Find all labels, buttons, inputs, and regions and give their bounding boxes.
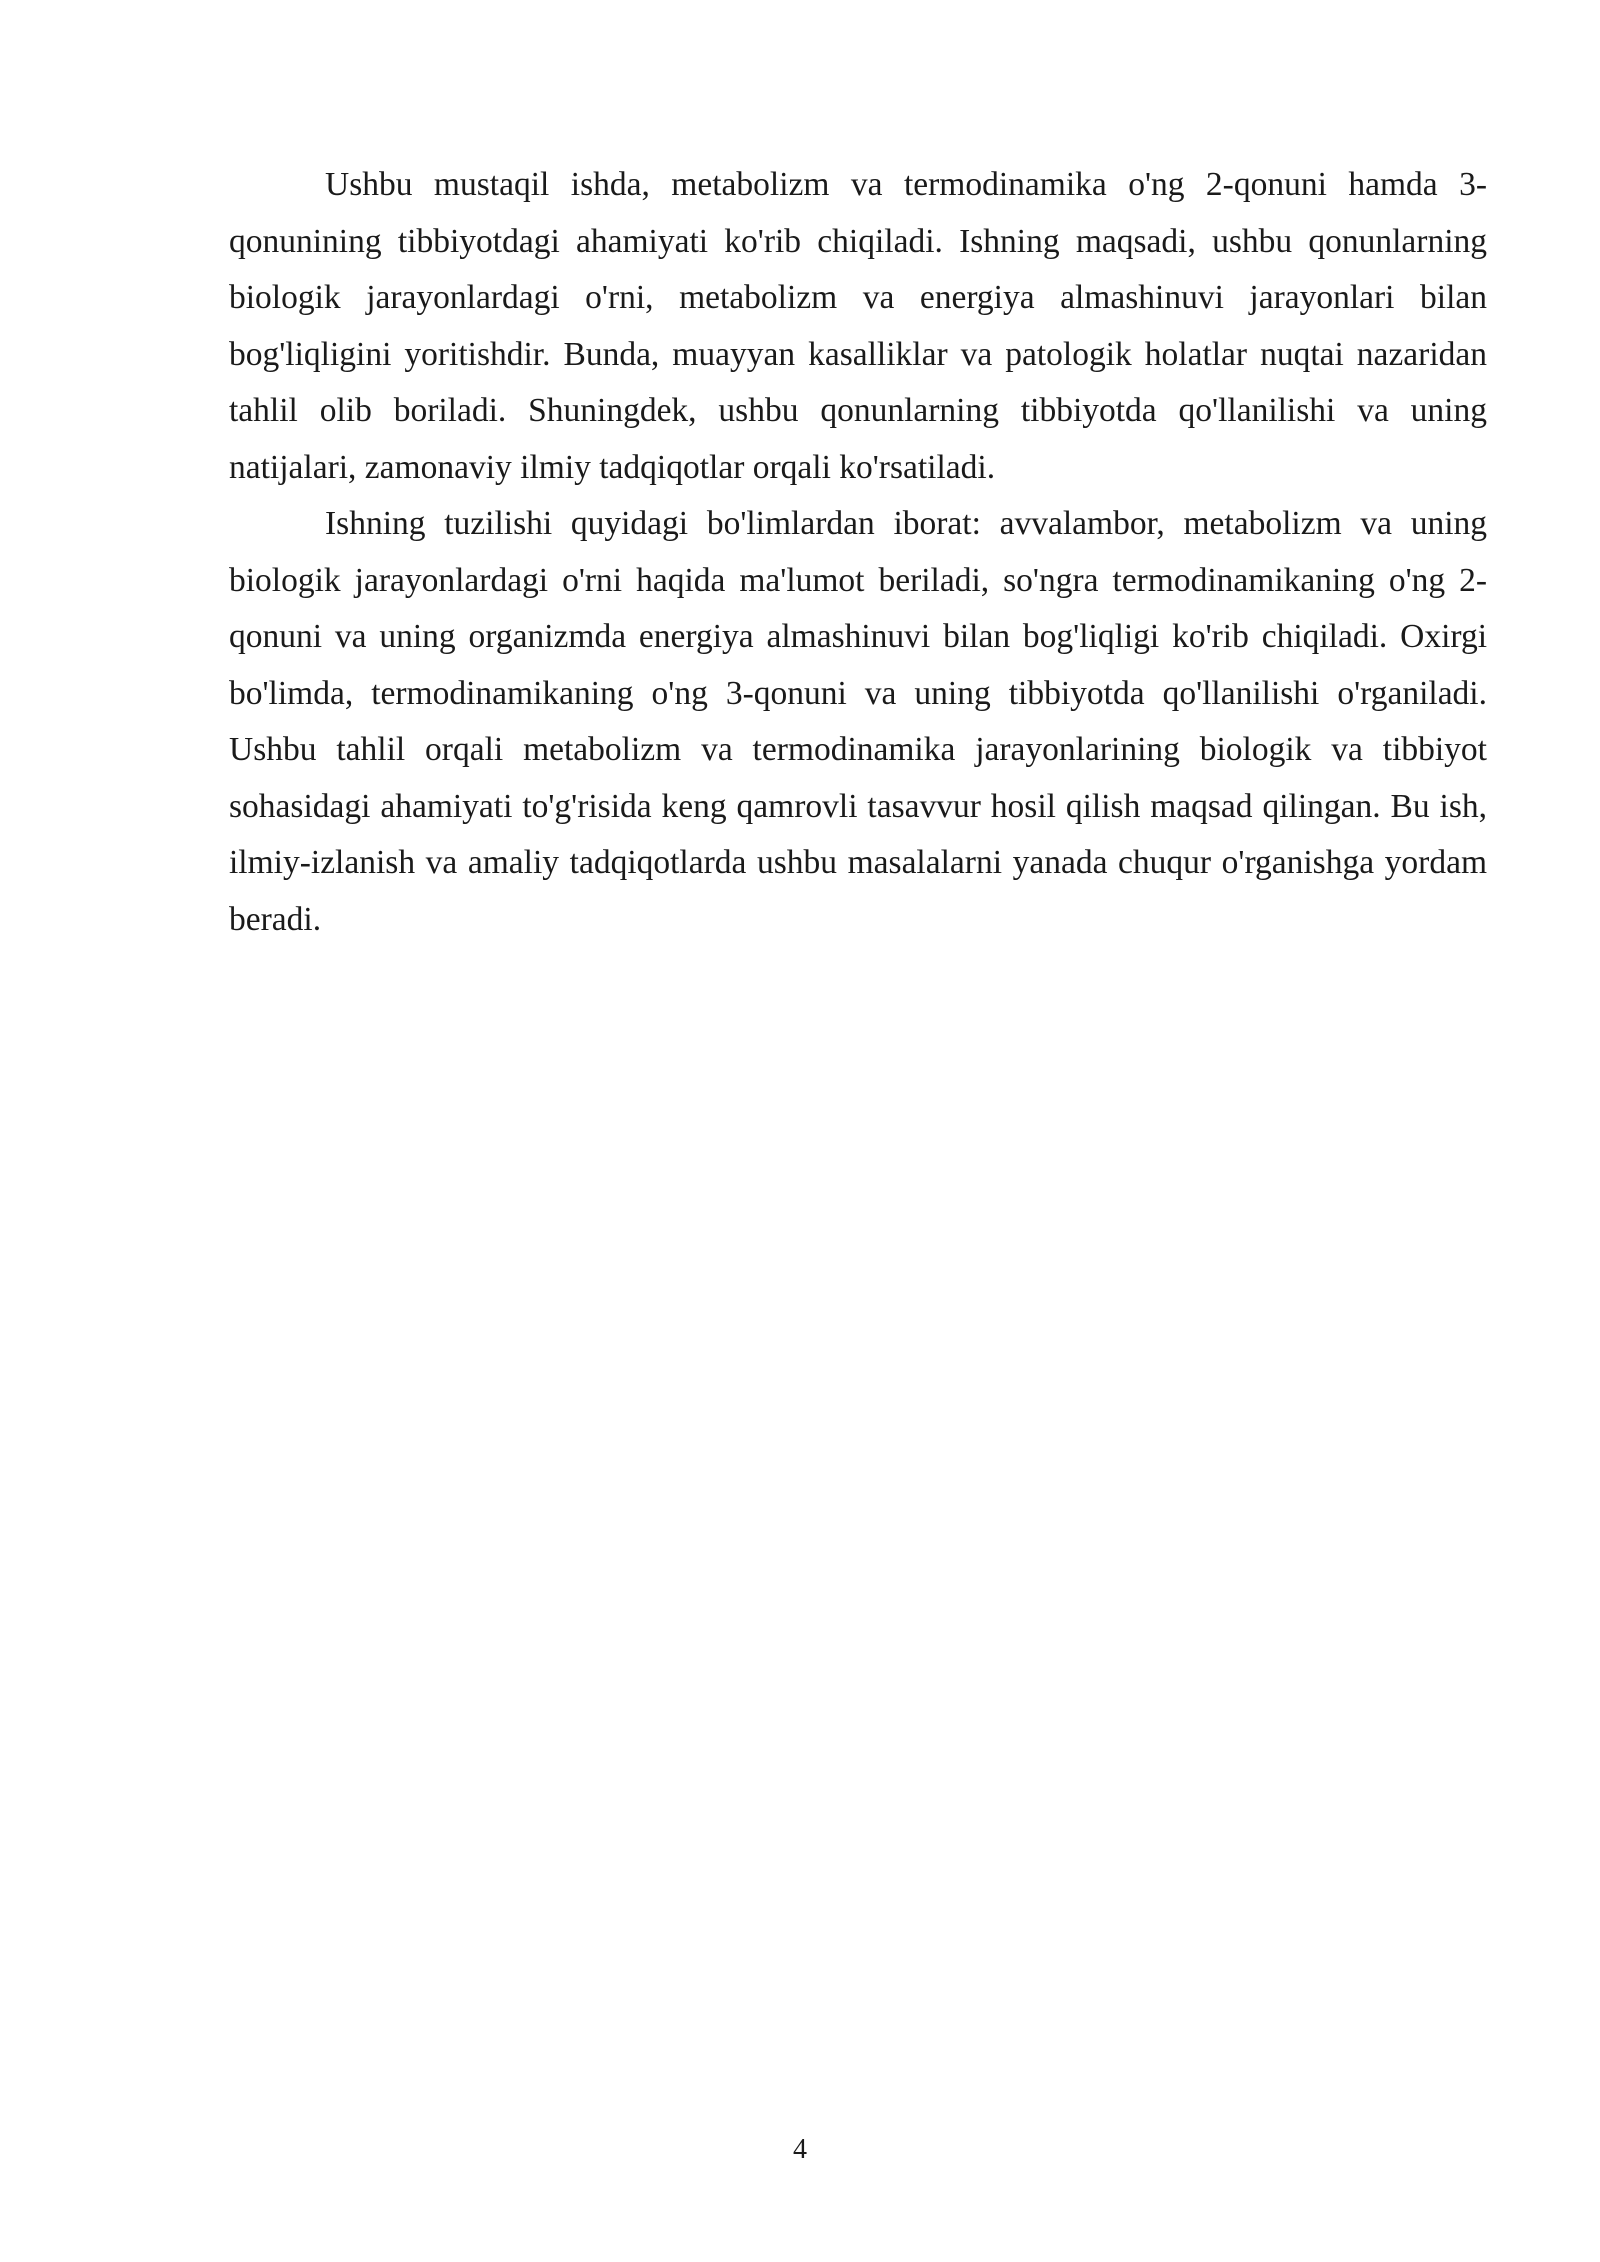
- paragraph-1: Ushbu mustaqil ishda, metabolizm va termodinamika o'ng 2-qonuni hamda 3-qonunining tibbiyotdagi ahamiyati ko'rib chiqiladi. Ishning maqsadi, ushbu qonunlarning biologik jarayonlardagi o'rni, metabolizm va energiya almashinuvi jarayonlari bilan bog'liqligini yoritishdir. Bunda, muayyan kasalliklar va patologik holatlar nuqtai nazaridan tahlil olib boriladi. Shuningdek, ushbu qonunlarning tibbiyotda qo'llanilishi va uning natijalari, zamonaviy ilmiy tadqiqotlar orqali ko'rsatiladi.: [229, 166, 1487, 486]
- page-number: 4: [793, 2134, 807, 2165]
- paragraph-2: Ishning tuzilishi quyidagi bo'limlardan iborat: avvalambor, metabolizm va uning biologik jarayonlardagi o'rni haqida ma'lumot beriladi, so'ngra termodinamikaning o'ng 2-qonuni va uning organizmda energiya almashinuvi bilan bog'liqligi ko'rib chiqiladi. Oxirgi bo'limda, termodinamikaning o'ng 3-qonuni va uning tibbiyotda qo'llanilishi o'rganiladi. Ushbu tahlil orqali metabolizm va termodinamika jarayonlarining biologik va tibbiyot sohasidagi ahamiyati to'g'risida keng qamrovli tasavvur hosil qilish maqsad qilingan. Bu ish, ilmiy-izlanish va amaliy tadqiqotlarda ushbu masalalarni yanada chuqur o'rganishga yordam beradi.: [229, 505, 1487, 938]
- body-text: [229, 157, 1487, 948]
